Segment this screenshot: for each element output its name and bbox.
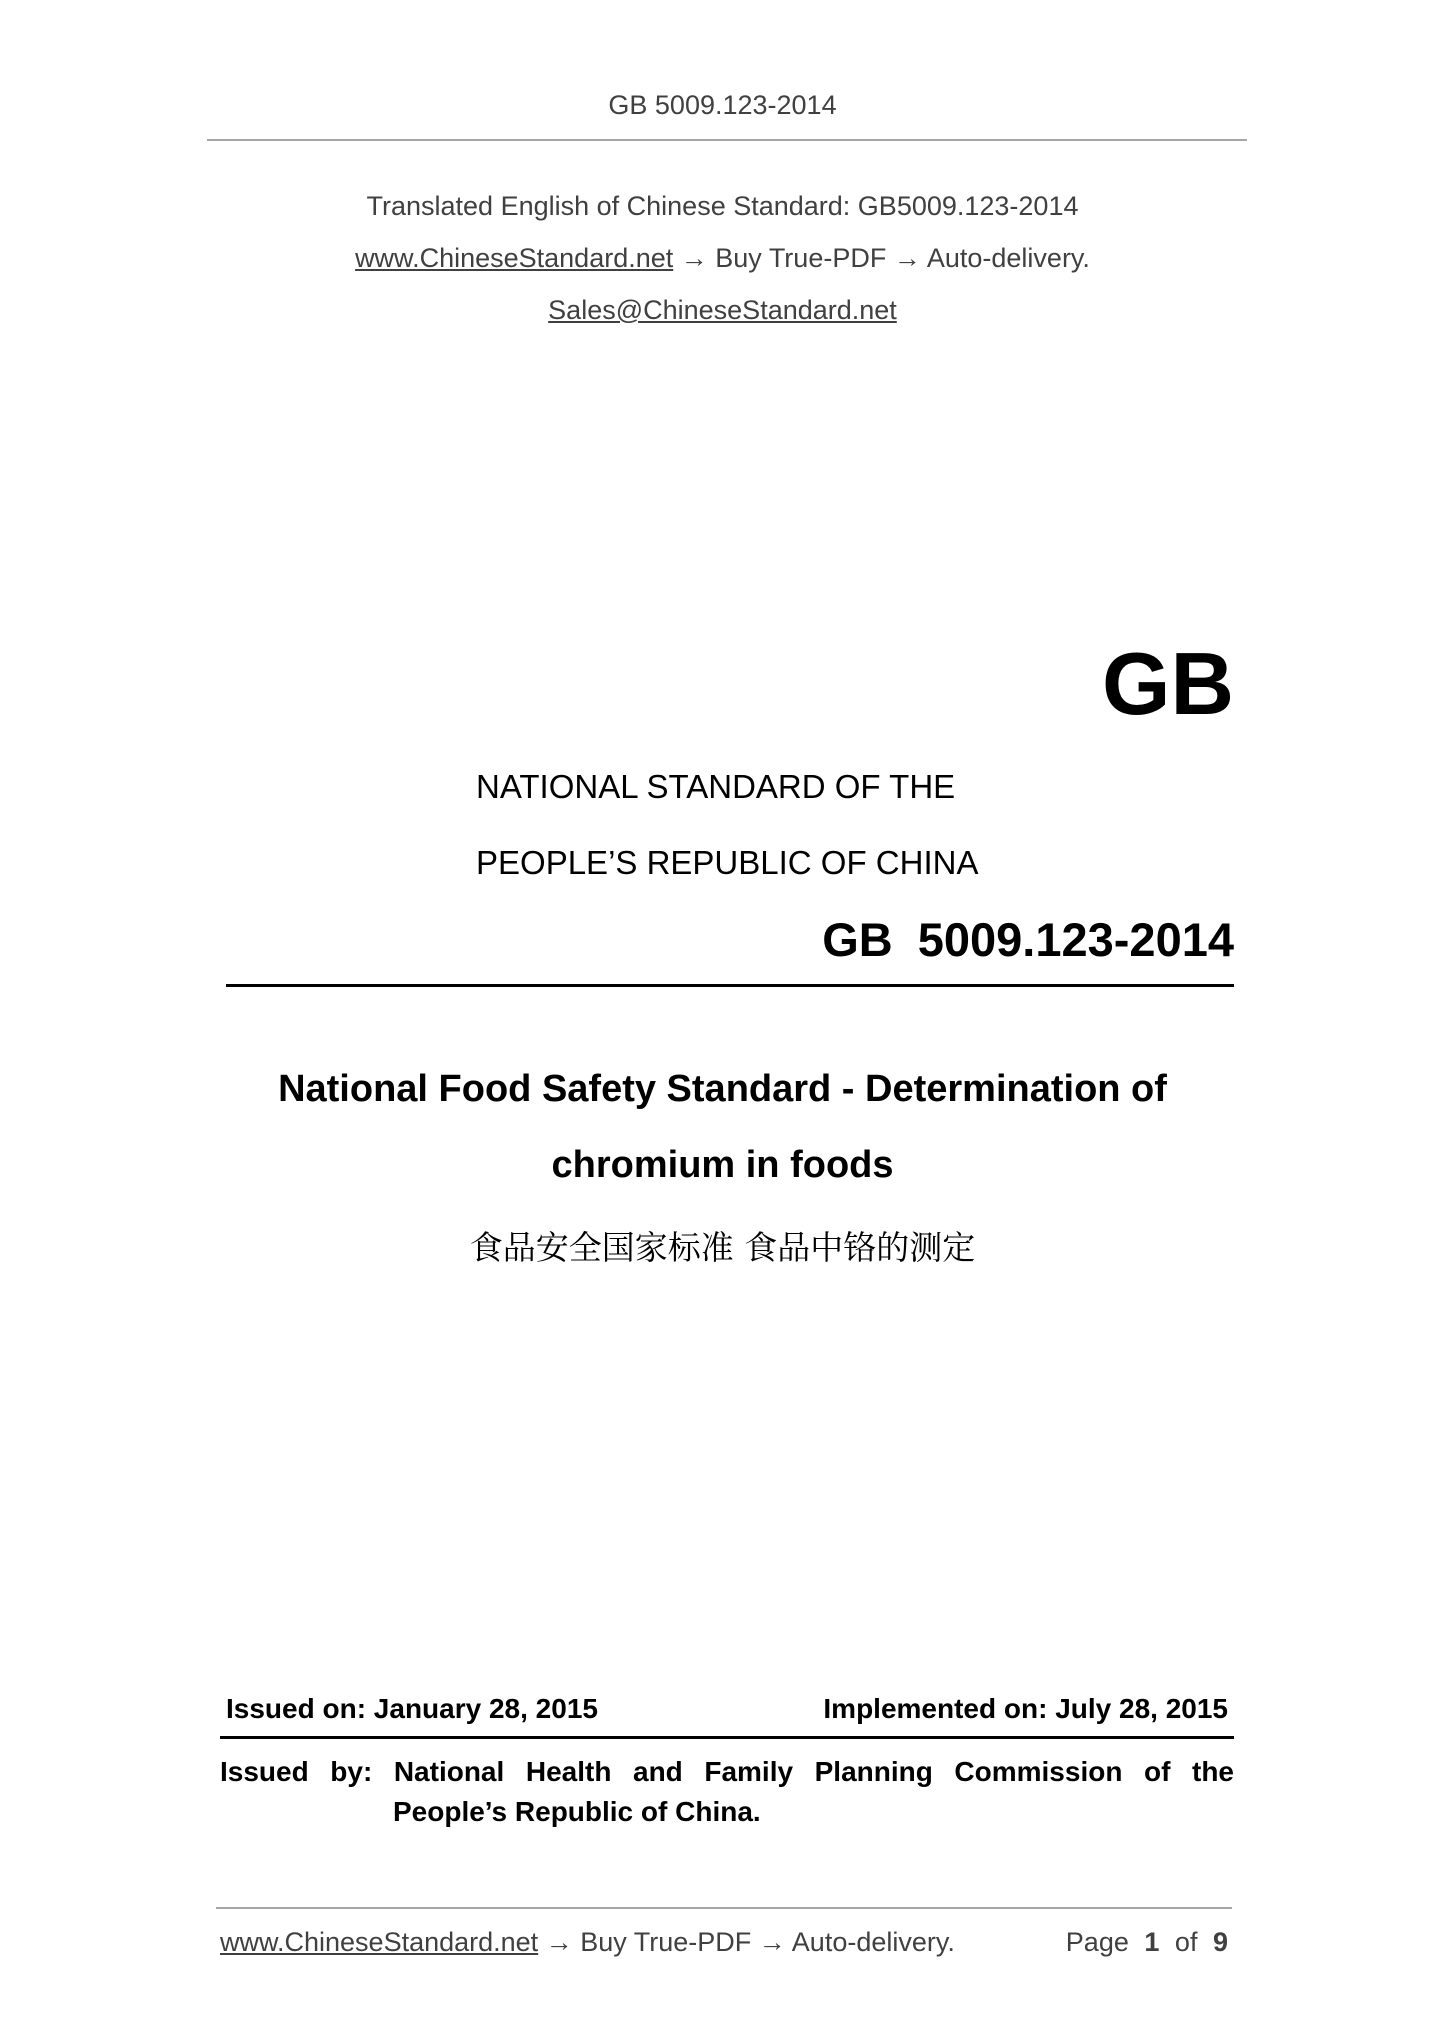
issued-by-continuation: People’s Republic of China. <box>393 1796 761 1827</box>
issued-by-word: and <box>633 1756 683 1787</box>
document-title-line-1: National Food Safety Standard - Determination of <box>278 1068 1167 1110</box>
issued-by-word: the <box>1192 1756 1234 1787</box>
issued-by-word: by: <box>330 1756 373 1787</box>
translation-notice: Translated English of Chinese Standard: GB5009.123-2014 <box>366 191 1079 221</box>
issued-by-word: Planning <box>814 1756 933 1787</box>
arrow-right-icon: → <box>893 243 921 273</box>
footer-divider <box>216 1907 1232 1909</box>
issued-on-date: Issued on: January 28, 2015 <box>226 1693 598 1724</box>
arrow-right-icon: → <box>758 1927 786 1957</box>
buy-true-pdf-text: Buy True-PDF <box>715 243 887 273</box>
auto-delivery-text: Auto-delivery. <box>926 243 1090 273</box>
footer-buy-text: Buy True-PDF <box>580 1927 752 1957</box>
standard-number: GB 5009.123-2014 <box>822 913 1234 966</box>
page-indicator <box>1066 1927 1228 1958</box>
issued-by-word: of <box>1144 1756 1171 1787</box>
country-line: PEOPLE’S REPUBLIC OF CHINA <box>476 844 979 881</box>
national-standard-line: NATIONAL STANDARD OF THE <box>476 768 956 805</box>
issued-by-word: Family <box>704 1756 794 1787</box>
page-total: 9 <box>1212 1927 1228 1957</box>
arrow-right-icon: → <box>680 243 708 273</box>
running-header: GB 5009.123-2014 <box>608 90 837 120</box>
website-link[interactable]: www.ChineseStandard.net <box>355 243 674 273</box>
document-title-line-2: chromium in foods <box>551 1144 894 1186</box>
header-divider <box>207 139 1247 141</box>
page-current: 1 <box>1144 1927 1160 1957</box>
footer-website-link[interactable]: www.ChineseStandard.net <box>220 1927 539 1957</box>
sales-email-link[interactable]: Sales@ChineseStandard.net <box>548 295 897 325</box>
arrow-right-icon: → <box>545 1927 573 1957</box>
issued-by-word: Commission <box>954 1756 1123 1787</box>
implemented-on-date: Implemented on: July 28, 2015 <box>823 1693 1228 1724</box>
page-of: of <box>1174 1927 1198 1957</box>
gb-mark: GB <box>1102 634 1234 733</box>
footer-delivery-text: Auto-delivery. <box>791 1927 955 1957</box>
dates-divider <box>220 1736 1234 1739</box>
issued-by-line <box>220 1752 1234 1792</box>
issued-by-word: Health <box>525 1756 612 1787</box>
issued-by-word: National <box>393 1756 505 1787</box>
issued-by-block <box>220 1752 1234 1832</box>
footer-purchase-line <box>220 1927 955 1958</box>
chinese-title: 食品安全国家标准 食品中铬的测定 <box>469 1228 976 1267</box>
issued-by-word: Issued <box>220 1756 309 1787</box>
page-label: Page <box>1065 1927 1129 1957</box>
title-divider <box>226 984 1234 987</box>
purchase-line <box>0 243 1445 274</box>
email-line <box>0 295 1445 326</box>
